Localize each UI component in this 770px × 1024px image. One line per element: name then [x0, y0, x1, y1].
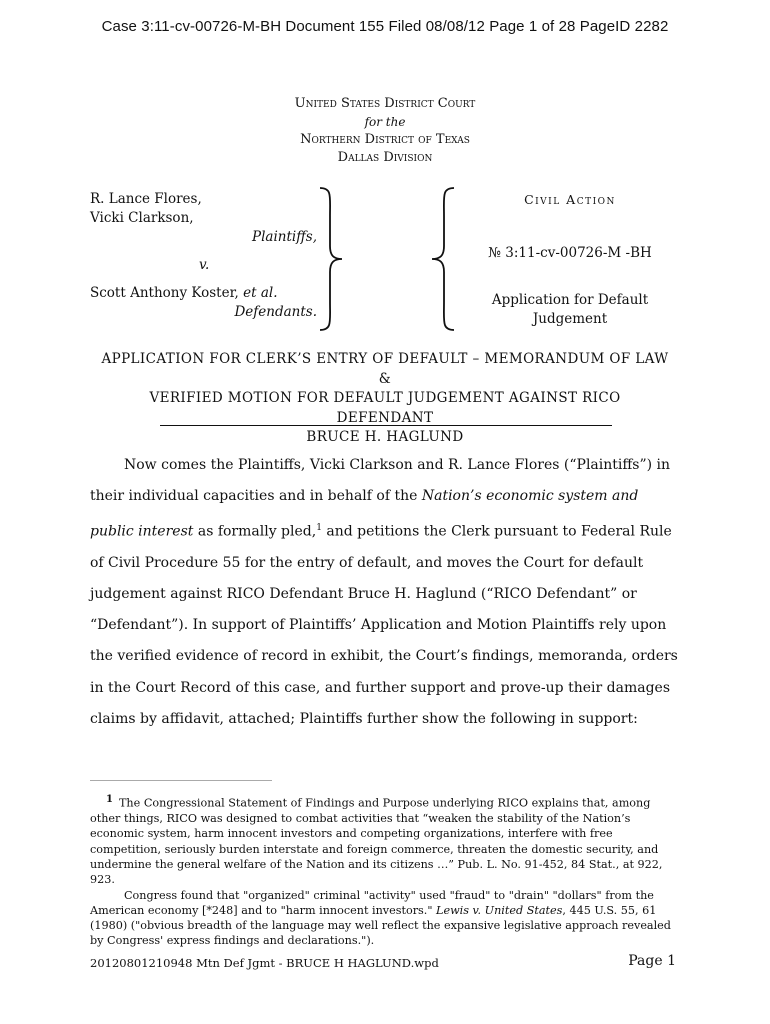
p1-text-b: as formally pled,	[193, 523, 317, 540]
court-name: United States District Court	[294, 96, 476, 111]
civil-action-label: Civil Action	[524, 192, 616, 207]
title-rule	[160, 425, 612, 426]
application-line-1: Application for Default	[491, 292, 649, 308]
court-division: Dallas Division	[337, 150, 433, 165]
title-line-2: VERIFIED MOTION FOR DEFAULT JUDGEMENT AGAINST RICO DEFENDANT	[149, 390, 621, 426]
defendant-etal: et al.	[243, 285, 278, 301]
plaintiff-1: R. Lance Flores,	[90, 191, 202, 207]
left-brace-icon	[430, 186, 456, 332]
paragraph-1	[90, 450, 680, 735]
defendants-label: Defendants.	[234, 304, 317, 320]
footnote-rule	[90, 780, 272, 781]
footnote	[90, 792, 680, 949]
court-district: Northern District of Texas	[300, 132, 470, 147]
ecf-header: Case 3:11-cv-00726-M-BH Document 155 Filed 08/08/12 Page 1 of 28 PageID 2282	[101, 18, 669, 35]
p1-text-c: and petitions the Clerk pursuant to Federal Rule of Civil Procedure 55 for the entry of default, and moves the Court for default judgement against RICO Defendant Bruce H. Haglund (“RICO Defendant” or “Defendant”). In support of Plaintiffs’ Application and Motion Plaintiffs rely upon the verified evidence of record in exhibit, the Court’s findings, memoranda, orders in the Court Record of this case, and further support and prove-up their damages claims by affidavit, attached; Plaintiffs further show the following in support:	[90, 523, 678, 728]
versus: v.	[199, 257, 210, 273]
right-brace-icon	[318, 186, 344, 332]
document-title	[100, 350, 670, 448]
footnote-marker: 1	[106, 794, 113, 805]
title-line-1: APPLICATION FOR CLERK’S ENTRY OF DEFAULT – MEMORANDUM OF LAW &	[101, 351, 669, 387]
application-label	[470, 291, 670, 329]
footnote-p1-text: The Congressional Statement of Findings and Purpose underlying RICO explains that, among other things, RICO was designed to combat activities that “weaken the stability of the Nation’s economic system, harm innocent investors and competing organizations, interfere with free competition, seriously burden interstate and foreign commerce, threaten the domestic security, and undermine the general welfare of the Nation and its citizens …” Pub. L. No. 91-452, 84 Stat., at 922, 923.	[90, 796, 663, 887]
footnote-p2-a: Congress found that "organized" criminal "activity" used "fraud" to "drain" "dollars" from the American economy [*248] and to "harm innocent investors."	[90, 888, 654, 917]
court-for-the: for the	[364, 115, 406, 129]
defendant-name	[90, 284, 278, 303]
title-line-3: BRUCE H. HAGLUND	[306, 429, 464, 445]
court-heading	[0, 95, 770, 167]
application-line-2: Judgement	[532, 311, 608, 327]
footnote-p2	[90, 888, 680, 949]
footnote-p1	[90, 792, 680, 888]
p1-text-a: Now comes the Plaintiffs, Vicki Clarkson and R. Lance Flores (“Plaintiffs”) in their individual capacities and in behalf of the	[90, 457, 671, 505]
footer-page-number: Page 1	[628, 953, 676, 969]
footnote-ref: 1	[316, 522, 322, 533]
defendant-name-text: Scott Anthony Koster,	[90, 285, 239, 301]
plaintiffs-label: Plaintiffs,	[252, 229, 317, 245]
plaintiff-2: Vicki Clarkson,	[90, 210, 194, 226]
footnote-case-name: Lewis v. United States	[436, 903, 563, 917]
footnote-p2-b: , 445 U.S. 55, 61 (1980) ("obvious breadth of the language may well reflect the expansive legislative approach revealed by Congress' express findings and declarations.").	[90, 903, 671, 948]
footer-filename: 20120801210948 Mtn Def Jgmt - BRUCE H HAGLUND.wpd	[90, 956, 439, 970]
case-number: № 3:11-cv-00726-M -BH	[488, 245, 652, 261]
body-paragraph	[90, 450, 680, 735]
p1-italic: Nation’s economic system and public interest	[90, 488, 639, 540]
